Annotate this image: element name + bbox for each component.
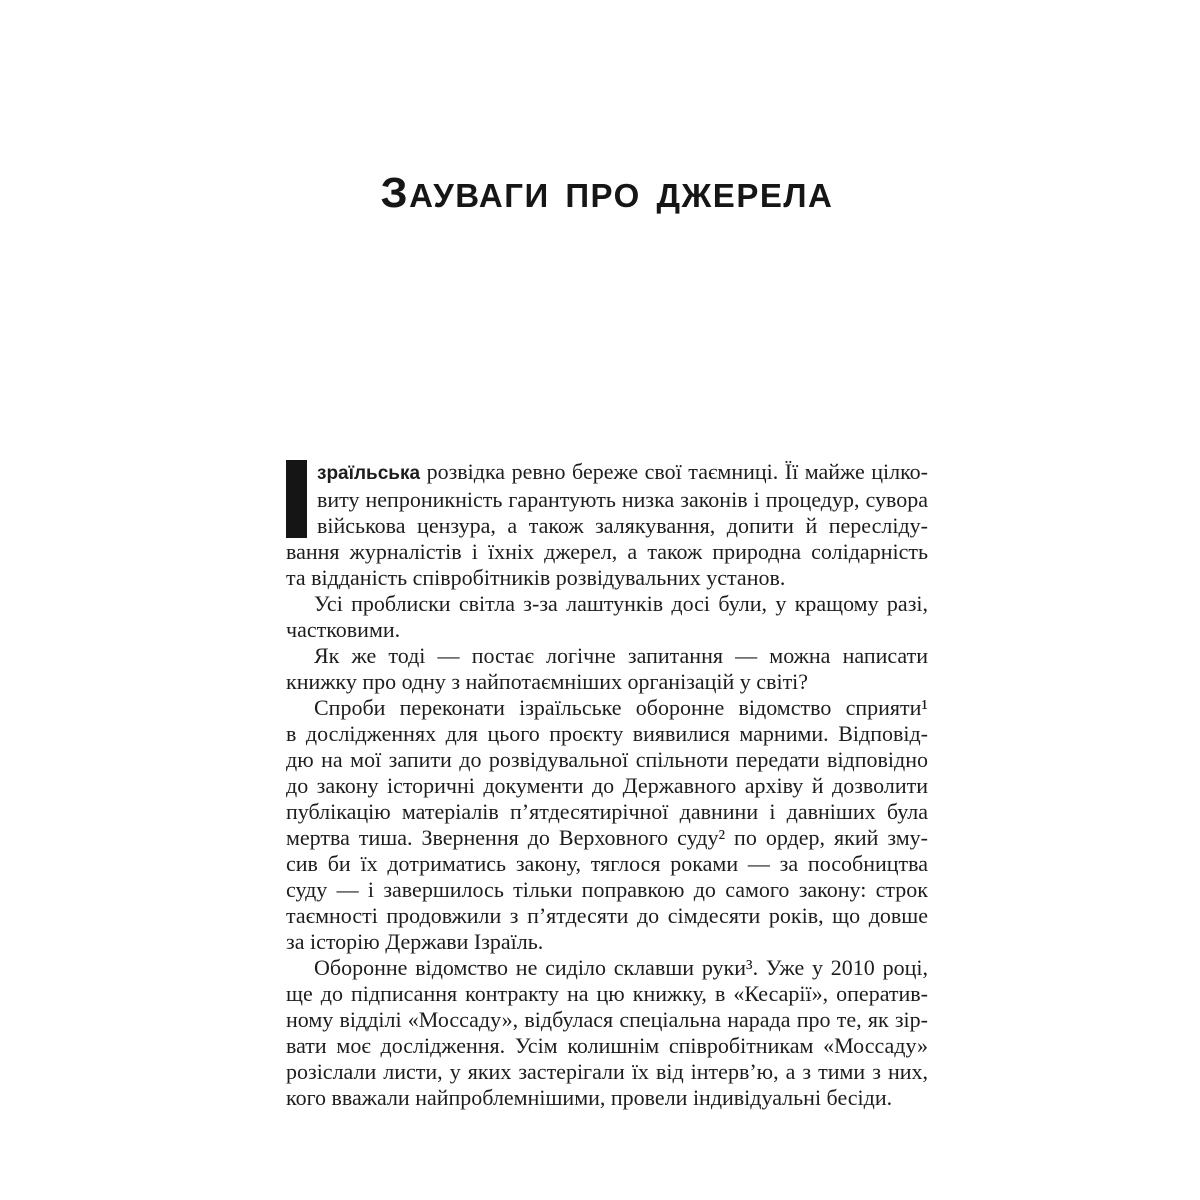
text-run: розвідка ревно береже свої таємниці. Її майже цілко- — [420, 459, 928, 484]
paragraph — [286, 643, 928, 695]
body-text — [286, 459, 928, 1111]
text-line: вати моє дослідження. Усім колишнім співробітникам «Моссаду» — [286, 1033, 928, 1058]
text-line: дю на мої запити до розвідувальної спільноти передати відповідно — [286, 747, 928, 772]
text-line: вання журналістів і їхніх джерел, а також природна солідарність — [286, 539, 928, 564]
text-line: книжку про одну з найпотаємніших організацій у світі? — [286, 669, 809, 694]
drop-cap-letter — [286, 460, 307, 538]
paragraph-intro — [286, 459, 928, 591]
lead-word: зраїльська — [317, 463, 421, 484]
text-line: частковими. — [286, 617, 401, 642]
text-line: Оборонне відомство не сиділо склавши руки³. Уже у 2010 році, — [314, 955, 928, 980]
text-line: розіслали листи, у яких застерігали їх від інтерв’ю, а з тими з них, — [286, 1059, 928, 1084]
text-line: за історію Держави Ізраїль. — [286, 929, 544, 954]
text-line: військова цензура, а також залякування, допити й пересліду- — [317, 513, 928, 538]
paragraph — [286, 591, 928, 643]
text-line: публікацію матеріалів п’ятдесятирічної давнини і давніших була — [286, 799, 928, 824]
text-line: кого вважали найпроблемнішими, провели індивідуальні бесіди. — [286, 1085, 893, 1110]
text-line: та відданість співробітників розвідувальних установ. — [286, 565, 786, 590]
text-line: таємності продовжили з п’ятдесяти до сімдесяти років, що довше — [286, 903, 928, 928]
text-line: ще до підписання контракту на цю книжку, в «Кесарії», оператив- — [286, 981, 928, 1006]
text-line: сив би їх дотриматись закону, тяглося роками — за пособництва — [286, 851, 928, 876]
chapter-title: ЗАУВАГИ ПРО ДЖЕРЕЛА — [380, 169, 834, 217]
text-line: ному відділі «Моссаду», відбулася спеціальна нарада про те, як зір- — [286, 1007, 928, 1032]
text-line: мертва тиша. Звернення до Верховного суду² по ордер, який зму- — [286, 825, 928, 850]
text-line — [286, 459, 928, 487]
text-line: Спроби переконати ізраїльське оборонне відомство сприяти¹ — [314, 695, 928, 720]
text-line: виту непроникність гарантують низка законів і процедур, сувора — [317, 487, 928, 512]
text-line: в дослідженнях для цього проєкту виявилися марними. Відповід- — [286, 721, 928, 746]
text-line: Як же тоді — постає логічне запитання — можна написати — [314, 643, 928, 668]
text-line: до закону історичні документи до Державного архіву й дозволити — [286, 773, 928, 798]
text-line: суду — і завершилось тільки поправкою до самого закону: строк — [286, 877, 928, 902]
paragraph — [286, 955, 928, 1111]
paragraph — [286, 695, 928, 955]
text-line: Усі проблиски світла з-за лаштунків досі були, у кращому разі, — [314, 591, 928, 616]
